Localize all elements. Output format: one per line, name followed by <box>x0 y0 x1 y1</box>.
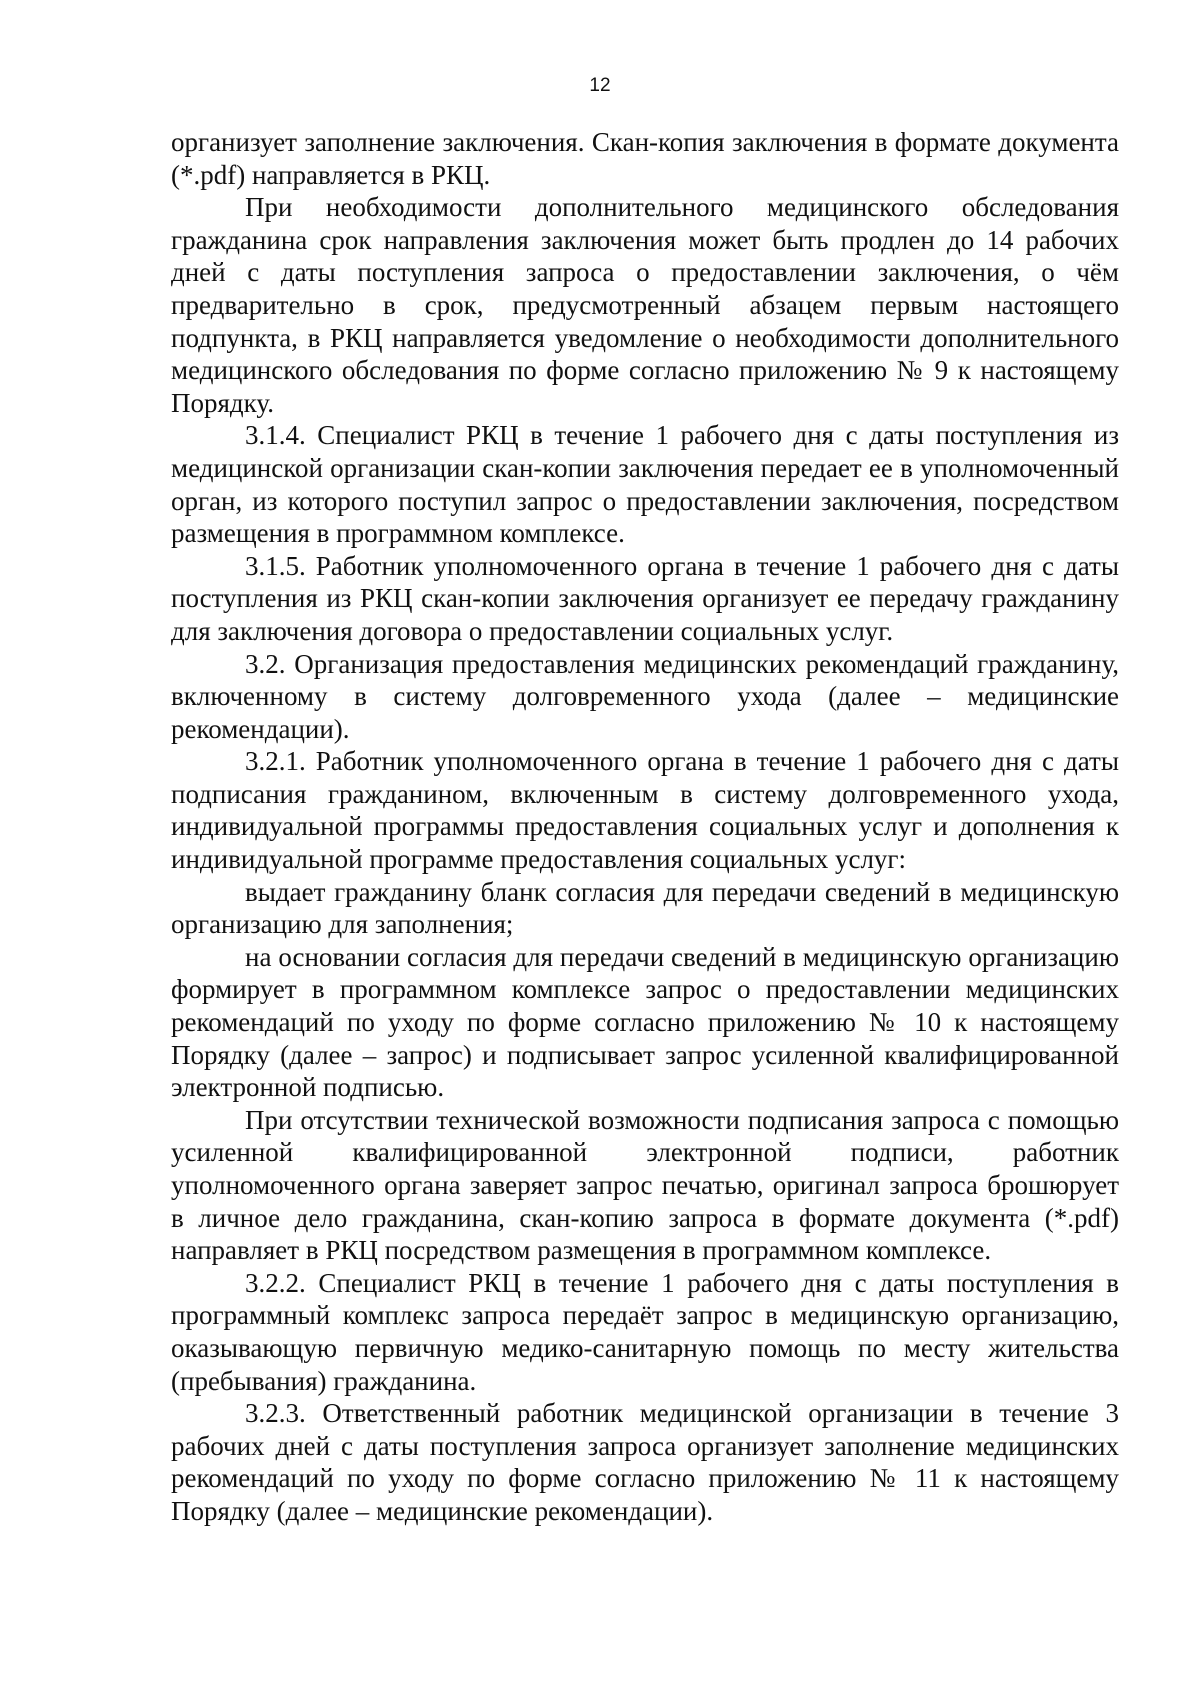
paragraph-3-2-2: 3.2.2. Специалист РКЦ в течение 1 рабочего дня с даты поступления в программный комплекс запроса передаёт запрос в медицинскую организацию, оказывающую первичную медико-санитарную помощь по месту жительства (пребывания) гражданина. <box>171 1267 1119 1396</box>
paragraph-consent-form: выдает гражданину бланк согласия для передачи сведений в медицинскую организацию для заполнения; <box>171 876 1119 940</box>
paragraph-3-1-5: 3.1.5. Работник уполномоченного органа в течение 1 рабочего дня с даты поступления из РКЦ скан-копии заключения организует ее передачу гражданину для заключения договора о предоставлении социальных услуг. <box>171 550 1119 646</box>
paragraph-3-1-4: 3.1.4. Специалист РКЦ в течение 1 рабочего дня с даты поступления из медицинской организации скан-копии заключения передает ее в уполномоченный орган, из которого поступил запрос о предоставлении заключения, посредством размещения в программном комплексе. <box>171 420 1119 549</box>
paragraph-3-2-1: 3.2.1. Работник уполномоченного органа в течение 1 рабочего дня с даты подписания гражданином, включенным в систему долговременного ухода, индивидуальной программы предоставления социальных услуг и дополнения к индивидуальной программе предоставления социальных услуг: <box>171 746 1119 875</box>
paragraph-continuation: организует заполнение заключения. Скан-копия заключения в формате документа (*.pdf) направляется в РКЦ. <box>171 127 1119 190</box>
paragraph-request-formation: на основании согласия для передачи сведений в медицинскую организацию формирует в программном комплексе запрос о предоставлении медицинских рекомендаций по уходу по форме согласно приложению № 10 к настоящему Порядку (далее – запрос) и подписывает запрос усиленной квалифицированной электронной подписью. <box>171 941 1119 1103</box>
paragraph-additional-examination: При необходимости дополнительного медицинского обследования гражданина срок направления заключения может быть продлен до 14 рабочих дней с даты поступления запроса о предоставлении заключения, о чём предварительно в срок, предусмотренный абзацем первым настоящего подпункта, в РКЦ направляется уведомление о необходимости дополнительного медицинского обследования по форме согласно приложению № 9 к настоящему Порядку. <box>171 192 1119 418</box>
document-body <box>171 126 1119 1528</box>
page-number: 12 <box>589 75 611 96</box>
paragraph-3-2-3: 3.2.3. Ответственный работник медицинской организации в течение 3 рабочих дней с даты поступления запроса организует заполнение медицинских рекомендаций по уходу по форме согласно приложению № 11 к настоящему Порядку (далее – медицинские рекомендации). <box>171 1398 1119 1526</box>
paragraph-no-signature-option: При отсутствии технической возможности подписания запроса с помощью усиленной квалифицированной электронной подписи, работник уполномоченного органа заверяет запрос печатью, оригинал запроса брошюрует в личное дело гражданина, скан-копию запроса в формате документа (*.pdf) направляет в РКЦ посредством размещения в программном комплексе. <box>171 1104 1119 1266</box>
paragraph-3-2: 3.2. Организация предоставления медицинских рекомендаций гражданину, включенному в систему долговременного ухода (далее – медицинские рекомендации). <box>171 648 1119 744</box>
